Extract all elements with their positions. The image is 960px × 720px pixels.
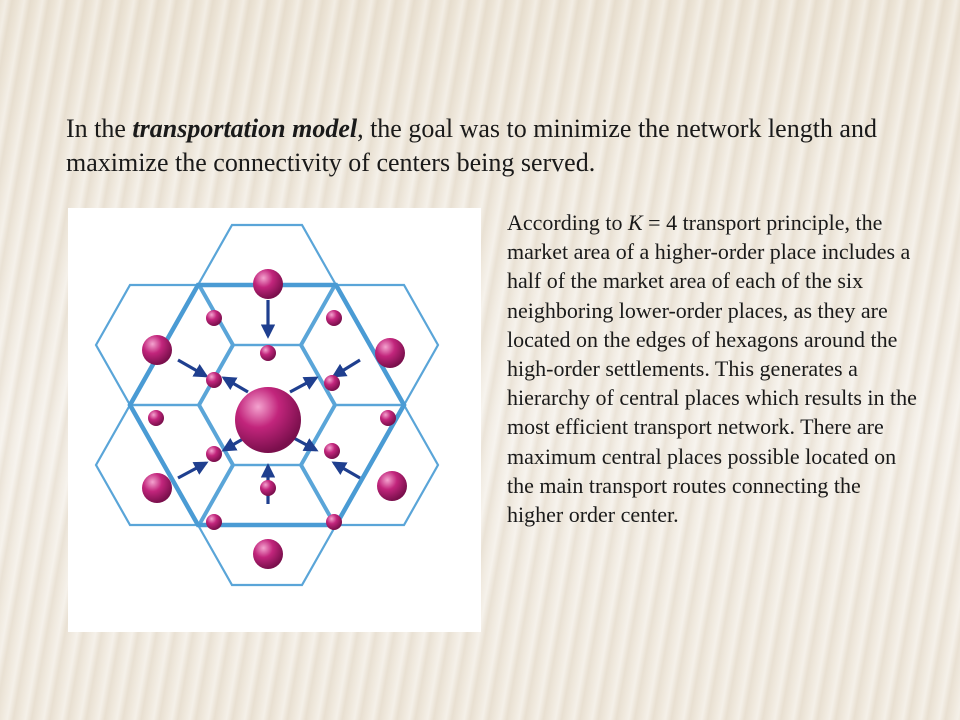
hexagon-network-svg [68,208,481,632]
body-pre: According to [507,210,628,235]
body-post: = 4 transport principle, the market area of a higher-order place includes a half of the market area of each of the six neighboring lower-order places, as they are located on the edges of hexagons around the high-order settlements. This generates a hierarchy of central places which results in the most efficient transport network. There are maximum central places possible located on the main transport routes connecting the higher order center. [507,210,917,528]
k4-hexagon-diagram [68,208,481,632]
k-variable: K [627,210,643,235]
central-place-node [235,387,301,453]
title-post: , the goal was to minimize the network length and maximize the connectivity of centers being served. [66,114,877,177]
body-paragraph [507,208,917,529]
title-emphasis: transportation model [132,114,358,143]
slide-title [66,112,906,180]
title-pre: In the [66,114,133,143]
